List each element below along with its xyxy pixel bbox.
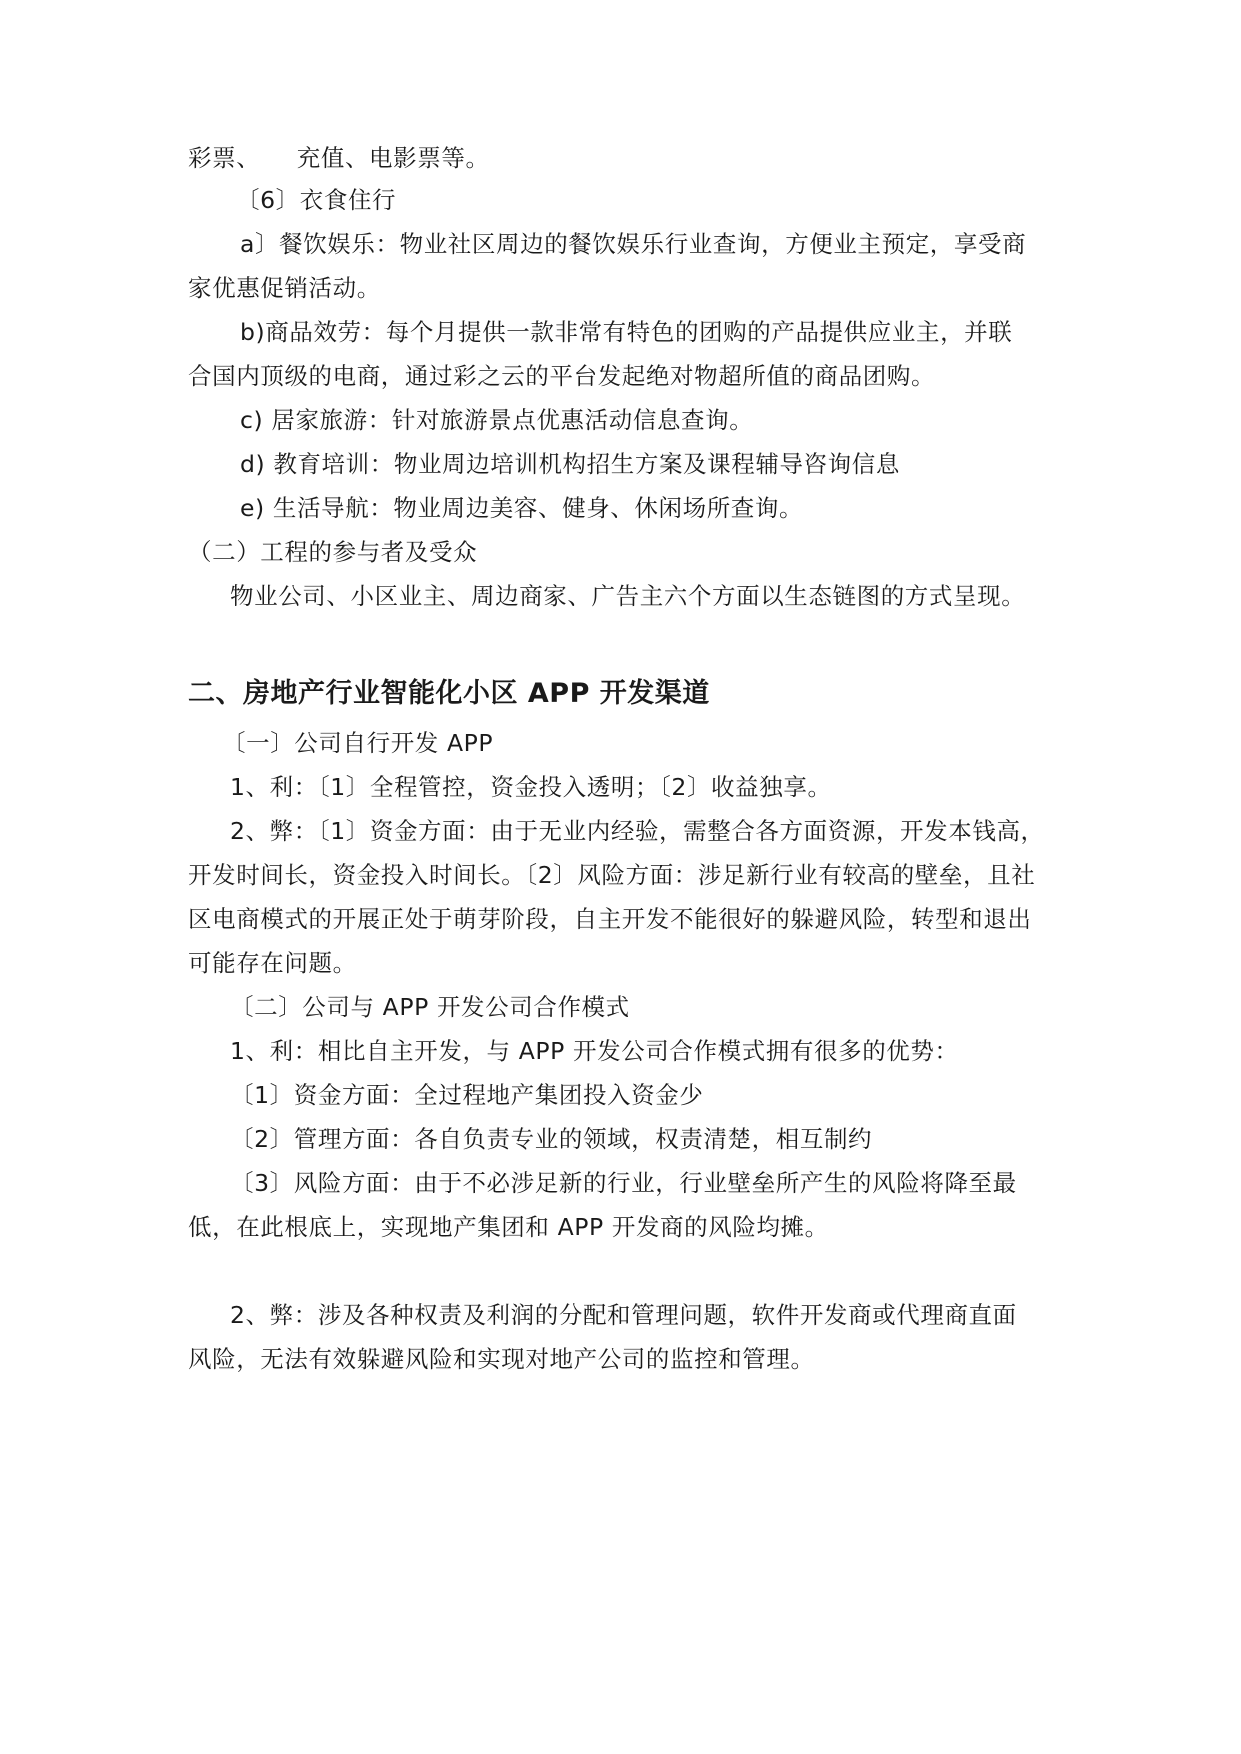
text-line: 区电商模式的开展正处于萌芽阶段，自主开发不能很好的躲避风险，转型和退出 <box>188 905 1032 933</box>
text-line: 1、利：〔1〕全程管控，资金投入透明；〔2〕收益独享。 <box>230 773 832 801</box>
section-subheading: （二）工程的参与者及受众 <box>188 538 478 566</box>
text-line: 低，在此根底上，实现地产集团和 APP 开发商的风险均摊。 <box>188 1213 829 1241</box>
text-line: 合国内顶级的电商，通过彩之云的平台发起绝对物超所值的商品团购。 <box>188 362 936 390</box>
subsection-heading: 〔一〕公司自行开发 APP <box>222 729 494 757</box>
text-line: 彩票、 充值、电影票等。 <box>188 144 490 172</box>
text-line: c) 居家旅游：针对旅游景点优惠活动信息查询。 <box>240 406 754 434</box>
text-line: 家优惠促销活动。 <box>188 274 381 302</box>
section-heading: 二、房地产行业智能化小区 APP 开发渠道 <box>188 678 710 709</box>
text-line: e) 生活导航：物业周边美容、健身、休闲场所查询。 <box>240 494 804 522</box>
text-line: 2、弊：〔1〕资金方面：由于无业内经验，需整合各方面资源，开发本钱高， <box>230 817 1045 845</box>
text-line: 可能存在问题。 <box>188 949 357 977</box>
text-line: 物业公司、小区业主、周边商家、广告主六个方面以生态链图的方式呈现。 <box>230 582 1026 610</box>
text-line: 1、利：相比自主开发，与 APP 开发公司合作模式拥有很多的优势： <box>230 1037 959 1065</box>
text-line: 〔3〕风险方面：由于不必涉足新的行业，行业壁垒所产生的风险将降至最 <box>230 1169 1017 1197</box>
text-line: 〔2〕管理方面：各自负责专业的领域，权责清楚，相互制约 <box>230 1125 873 1153</box>
text-line: 开发时间长，资金投入时间长。〔2〕风险方面：涉足新行业有较高的壁垒，且社 <box>188 861 1036 889</box>
text-line: b)商品效劳：每个月提供一款非常有特色的团购的产品提供应业主，并联 <box>240 318 1013 346</box>
text-line: d) 教育培训：物业周边培训机构招生方案及课程辅导咨询信息 <box>240 450 900 478</box>
text-line: a〕餐饮娱乐：物业社区周边的餐饮娱乐行业查询，方便业主预定，享受商 <box>240 230 1027 258</box>
subsection-heading: 〔二〕公司与 APP 开发公司合作模式 <box>230 993 630 1021</box>
text-line: 〔1〕资金方面：全过程地产集团投入资金少 <box>230 1081 704 1109</box>
text-line: 〔6〕衣食住行 <box>236 186 397 214</box>
text-line: 风险，无法有效躲避风险和实现对地产公司的监控和管理。 <box>188 1345 815 1373</box>
text-line: 2、弊：涉及各种权责及利润的分配和管理问题，软件开发商或代理商直面 <box>230 1301 1017 1329</box>
